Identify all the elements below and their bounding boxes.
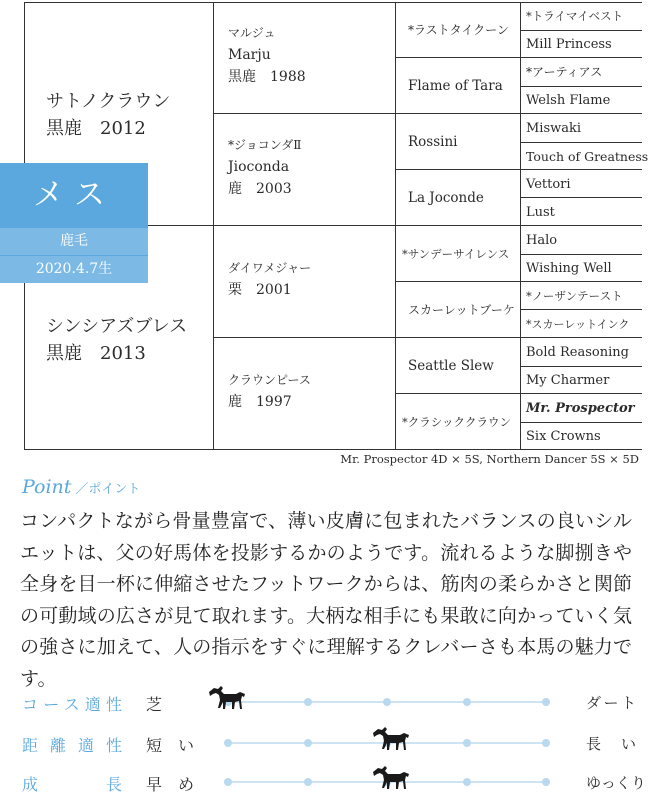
pedigree-gen3-split [395, 337, 521, 338]
pedigree-gen4-split [520, 337, 642, 338]
ancestor-jp: ダイワメジャー [228, 261, 312, 275]
point-heading [22, 476, 140, 498]
pedigree-gen4-split [520, 86, 642, 87]
aptitude-horse-icon [370, 762, 412, 796]
sire-info: 黒鹿 2012 [46, 118, 146, 139]
gen3-ancestor: スカーレットブーケ [408, 303, 515, 317]
aptitude-scale-dot [542, 778, 550, 786]
aptitude-left-label: 早め [146, 775, 194, 794]
gen3-ancestor: Seattle Slew [408, 358, 494, 374]
pedigree-gen4-split [520, 309, 642, 310]
gen3-ancestor: *クラシッククラウン [402, 415, 512, 429]
gen3-ancestor: Flame of Tara [408, 78, 503, 94]
gen4-ancestor: *アーティアス [526, 65, 603, 79]
aptitude-right-label: 長い [586, 735, 636, 753]
pedigree-gen1-split [148, 225, 214, 226]
aptitude-scale-dot [304, 739, 312, 747]
aptitude-scale-dot [463, 739, 471, 747]
aptitude-horse-icon [206, 682, 248, 716]
aptitude-right-label: ダート [586, 694, 636, 712]
gen4-ancestor: Wishing Well [526, 261, 612, 276]
aptitude-scale-dot [224, 739, 232, 747]
gen4-ancestor: Bold Reasoning [526, 345, 629, 360]
horse-name: メス [33, 177, 115, 213]
pedigree-gen2-split-mid [213, 225, 396, 226]
point-subtitle: ／ポイント [75, 482, 141, 497]
gen4-ancestor: Six Crowns [526, 429, 601, 444]
pedigree-gen4-split [520, 169, 642, 170]
aptitude-horse-icon [370, 723, 412, 757]
horse-info-box [0, 163, 148, 283]
gen2-ancestor [228, 257, 311, 301]
gen4-ancestor-highlight: Mr. Prospector [526, 401, 635, 416]
dam-name: シンシアズブレス [46, 316, 188, 337]
pedigree-gen4-split [520, 30, 642, 31]
gen2-ancestor [228, 369, 311, 413]
pedigree-gen4-split [520, 366, 642, 367]
aptitude-label: コース適性 [22, 695, 122, 714]
pedigree-gen3-split [395, 113, 521, 114]
aptitude-scale-dot [304, 698, 312, 706]
sire-name: サトノクラウン [46, 91, 171, 112]
ancestor-info: 栗 2001 [228, 282, 292, 298]
gen4-ancestor: Touch of Greatness [526, 149, 649, 164]
horse-coat-color: 鹿毛 [0, 228, 148, 255]
pedigree-gen3-split [395, 281, 521, 282]
aptitude-scale-dot [463, 698, 471, 706]
pedigree-border-left-bottom [24, 283, 25, 450]
gen4-ancestor: Vettori [526, 177, 571, 192]
ancestor-en: Jioconda [228, 159, 290, 175]
ancestor-info: 鹿 1997 [228, 394, 292, 410]
gen2-ancestor [228, 134, 301, 200]
pedigree-col-sep-1 [213, 2, 214, 450]
gen4-ancestor: My Charmer [526, 373, 610, 388]
gen3-ancestor: La Joconde [408, 190, 484, 206]
aptitude-left-label: 短い [146, 736, 194, 755]
ancestor-info: 鹿 2003 [228, 181, 292, 197]
gen3-ancestor: *ラストタイクーン [408, 23, 509, 37]
pedigree-border-left-top [24, 2, 25, 164]
pedigree-gen4-split [520, 225, 642, 226]
ancestor-en: Marju [228, 47, 271, 63]
aptitude-scale-dot [224, 778, 232, 786]
ancestor-jp: クラウンピース [228, 373, 311, 387]
aptitude-scale-dot [304, 778, 312, 786]
aptitude-scale-dot [542, 739, 550, 747]
pedigree-border-bottom [24, 449, 642, 450]
pedigree-col-sep-3 [520, 2, 521, 450]
inbreeding-note: Mr. Prospector 4D × 5S, Northern Dancer 5S × 5D [340, 452, 639, 466]
gen4-ancestor: *ノーザンテースト [526, 289, 623, 303]
aptitude-label: 成長 [22, 775, 122, 794]
aptitude-scale-dot [542, 698, 550, 706]
ancestor-jp: マルジュ [228, 26, 276, 40]
gen4-ancestor: *スカーレットインク [526, 318, 630, 331]
pedigree-border-top [24, 2, 642, 3]
gen4-ancestor: Miswaki [526, 121, 582, 136]
pedigree-gen4-split [520, 393, 642, 394]
pedigree-gen3-split [395, 169, 521, 170]
horse-birth-date: 2020.4.7生 [0, 256, 148, 283]
dam-block [46, 313, 187, 367]
gen2-ancestor [228, 22, 306, 88]
ancestor-info: 黒鹿 1988 [228, 69, 306, 85]
pedigree-gen4-split [520, 281, 642, 282]
pedigree-gen4-split [520, 422, 642, 423]
aptitude-left-label: 芝 [146, 695, 163, 714]
pedigree-gen4-split [520, 113, 642, 114]
pedigree-gen3-split [395, 57, 521, 58]
gen4-ancestor: Mill Princess [526, 37, 612, 52]
gen4-ancestor: *トライマイベスト [526, 9, 624, 23]
pedigree-gen3-split [395, 225, 521, 226]
pedigree-gen4-split [520, 197, 642, 198]
pedigree-col-sep-2 [395, 2, 396, 450]
pedigree-gen4-split [520, 57, 642, 58]
pedigree-gen4-split [520, 254, 642, 255]
pedigree-gen2-split-a [213, 113, 396, 114]
aptitude-label: 距離適性 [22, 736, 122, 755]
gen3-ancestor: Rossini [408, 134, 458, 150]
sire-block [46, 88, 170, 142]
aptitude-scale-dot [383, 698, 391, 706]
aptitude-right-label: ゆっくり [586, 774, 646, 792]
gen4-ancestor: Lust [526, 205, 555, 220]
pedigree-gen3-split [395, 393, 521, 394]
aptitude-scale-dot [463, 778, 471, 786]
ancestor-jp: *ジョコンダⅡ [228, 138, 302, 152]
point-title: Point [22, 476, 72, 498]
point-text: コンパクトながら骨量豊富で、薄い皮膚に包まれたバランスの良いシルエットは、父の好馬体を投影するかのようです。流れるような脚捌きや全身を目一杯に伸縮させたフットワークからは、筋肉の柔らかさと関節の可動域の広さが見て取れます。大柄な相手にも果敢に向かっていく気の強さに加えて、人の指示をすぐに理解するクレバーさも本馬の魅力です。 [20, 510, 632, 690]
gen4-ancestor: Halo [526, 233, 558, 248]
pedigree-gen4-split [520, 142, 642, 143]
pedigree-gen2-split-b [213, 337, 396, 338]
gen4-ancestor: Welsh Flame [526, 93, 611, 108]
dam-info: 黒鹿 2013 [46, 343, 146, 364]
gen3-ancestor: *サンデーサイレンス [402, 247, 510, 261]
